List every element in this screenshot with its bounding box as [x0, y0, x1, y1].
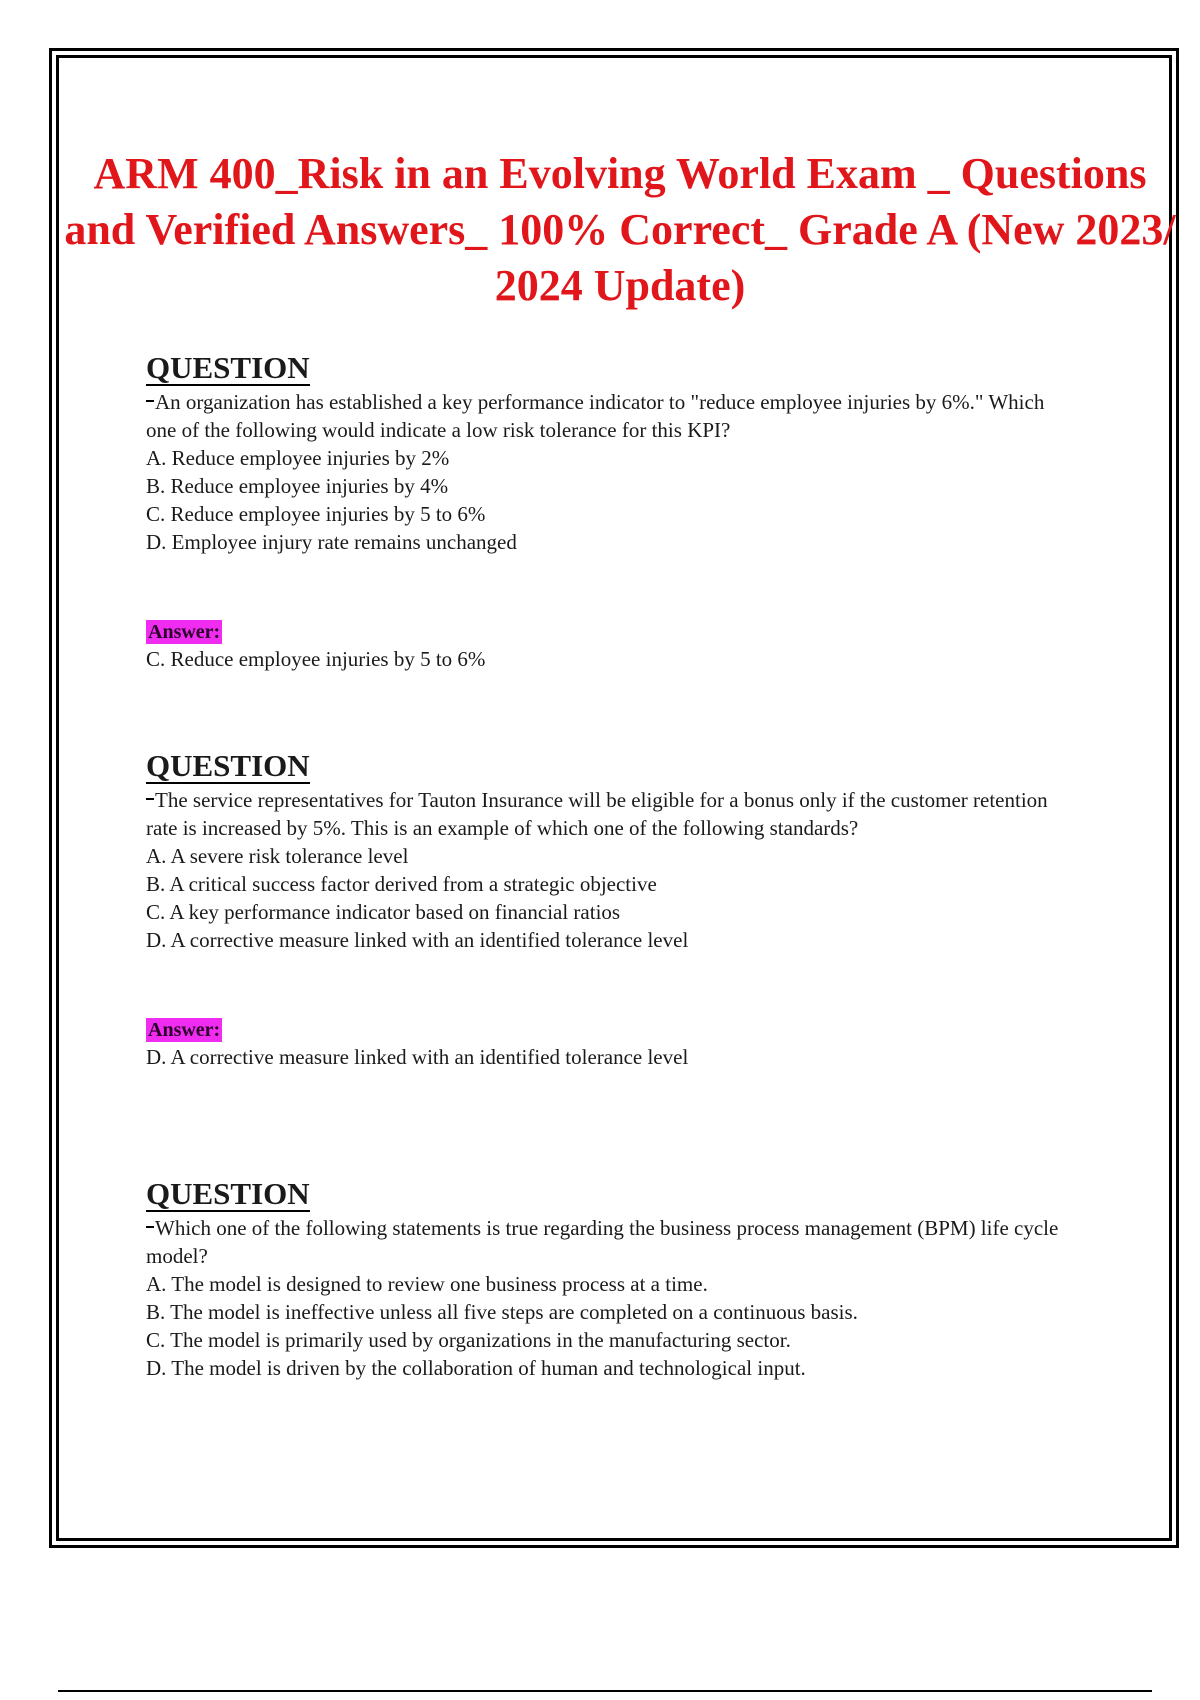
answer-text: D. A corrective measure linked with an identified tolerance level: [146, 1045, 689, 1069]
option-b: B. A critical success factor derived from a strategic objective: [146, 872, 657, 896]
option-a: A. A severe risk tolerance level: [146, 844, 409, 868]
option-c: C. A key performance indicator based on financial ratios: [146, 900, 621, 924]
answer-label: Answer:: [148, 621, 221, 643]
option-a: A. The model is designed to review one business process at a time.: [146, 1272, 708, 1296]
document-title: ARM 400_Risk in an Evolving World Exam _ Questions and Verified Answers_ 100% Correct_ Grade A (New 2023/ 2024 Update): [64, 149, 1176, 310]
question-heading: QUESTION: [146, 748, 310, 783]
option-b: B. Reduce employee injuries by 4%: [146, 474, 449, 498]
answer-text: C. Reduce employee injuries by 5 to 6%: [146, 647, 486, 671]
option-a: A. Reduce employee injuries by 2%: [146, 446, 450, 470]
option-c: C. The model is primarily used by organizations in the manufacturing sector.: [146, 1328, 791, 1352]
question-block-2: [146, 750, 1066, 1071]
question-text: An organization has established a key performance indicator to "reduce employee injuries by 6%." Which one of the following would indicate a low risk tolerance for this KPI?: [146, 388, 1066, 444]
question-heading: QUESTION: [146, 1176, 310, 1211]
option-b: B. The model is ineffective unless all five steps are completed on a continuous basis.: [146, 1300, 858, 1324]
bottom-divider: [58, 1690, 1152, 1692]
question-block-3: [146, 1178, 1066, 1382]
option-c: C. Reduce employee injuries by 5 to 6%: [146, 502, 486, 526]
question-text: Which one of the following statements is true regarding the business process management (BPM) life cycle model?: [146, 1214, 1066, 1270]
answer-label: Answer:: [148, 1019, 221, 1041]
option-d: D. A corrective measure linked with an identified tolerance level: [146, 928, 689, 952]
question-block-1: [146, 352, 1066, 673]
question-heading: QUESTION: [146, 350, 310, 385]
question-text: The service representatives for Tauton Insurance will be eligible for a bonus only if the customer retention rate is increased by 5%. This is an example of which one of the following standards?: [146, 786, 1066, 842]
option-d: D. The model is driven by the collaboration of human and technological input.: [146, 1356, 806, 1380]
option-d: D. Employee injury rate remains unchanged: [146, 530, 517, 554]
